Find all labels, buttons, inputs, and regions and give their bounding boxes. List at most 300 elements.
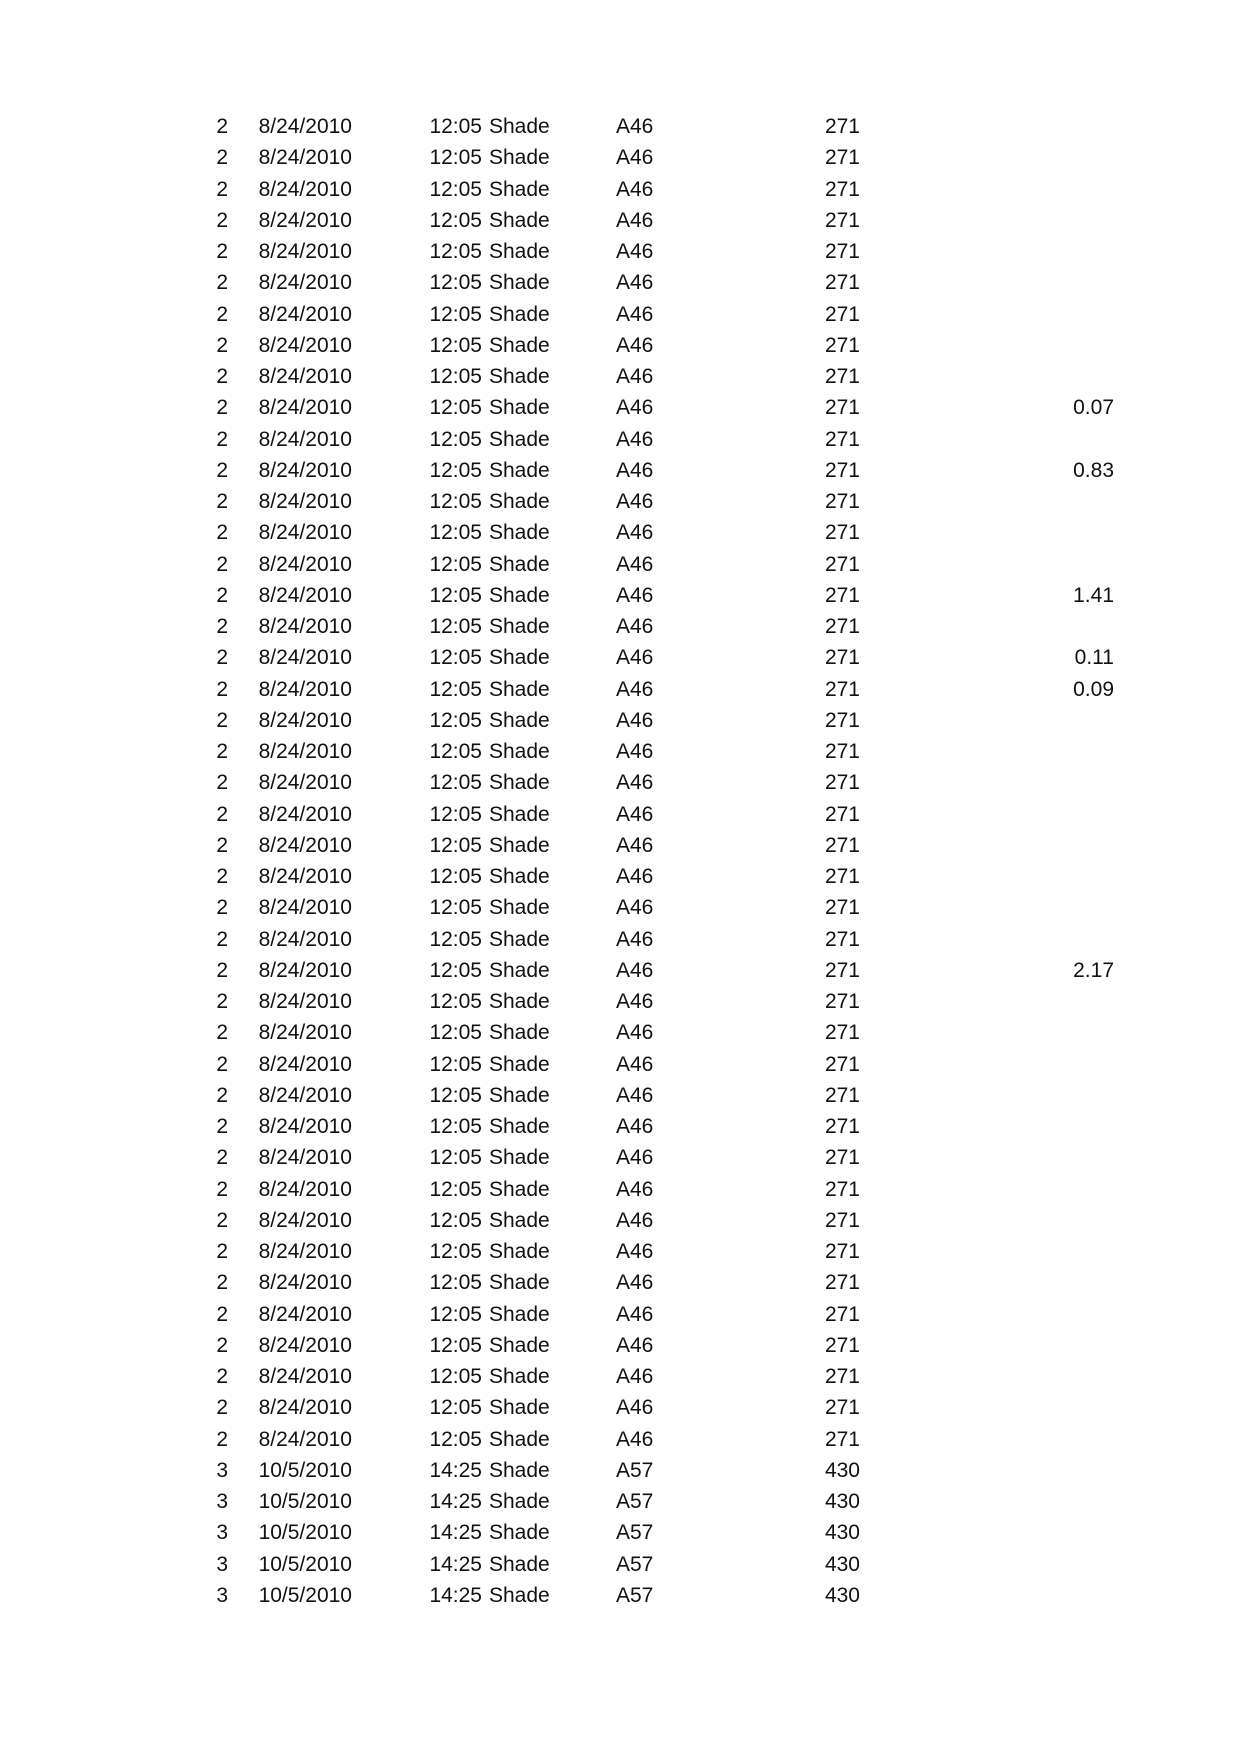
cell-value: 271 (824, 115, 860, 138)
cell-date: 8/24/2010 (258, 740, 352, 763)
cell-date: 8/24/2010 (258, 521, 352, 545)
cell-extra: 0.09 (1073, 677, 1114, 701)
cell-date: 8/24/2010 (258, 1302, 352, 1326)
cell-value: 271 (824, 1365, 860, 1388)
table-row (0, 1361, 1241, 1392)
cell-date: 8/24/2010 (258, 115, 352, 138)
cell-label: Shade (489, 583, 550, 607)
cell-date: 8/24/2010 (258, 1365, 352, 1388)
cell-date: 8/24/2010 (258, 677, 352, 701)
cell-id: 2 (216, 240, 228, 263)
cell-date: 10/5/2010 (258, 1458, 352, 1482)
table-row (0, 1549, 1241, 1580)
table-row (0, 1142, 1241, 1173)
cell-value: 271 (824, 521, 860, 545)
table-row (0, 1049, 1241, 1080)
table-row (0, 924, 1241, 955)
table-row (0, 424, 1241, 455)
cell-date: 8/24/2010 (258, 771, 352, 795)
table-row (0, 799, 1241, 830)
cell-time: 12:05 (429, 583, 482, 607)
cell-code: A46 (616, 177, 654, 201)
cell-code: A46 (616, 865, 654, 888)
cell-time: 12:05 (429, 677, 482, 701)
cell-value: 430 (824, 1490, 860, 1513)
cell-id: 2 (216, 427, 228, 451)
cell-date: 8/24/2010 (258, 1146, 352, 1170)
cell-id: 2 (216, 583, 228, 607)
table-row (0, 1330, 1241, 1361)
cell-time: 12:05 (429, 771, 482, 795)
table-row (0, 955, 1241, 986)
cell-code: A57 (616, 1490, 654, 1513)
cell-time: 12:05 (429, 802, 482, 826)
cell-label: Shade (489, 802, 550, 826)
cell-time: 12:05 (429, 240, 482, 263)
cell-id: 2 (216, 1146, 228, 1170)
table-row (0, 1517, 1241, 1548)
cell-label: Shade (489, 490, 550, 513)
cell-time: 12:05 (429, 740, 482, 763)
cell-date: 8/24/2010 (258, 490, 352, 513)
table-row (0, 705, 1241, 736)
cell-id: 2 (216, 333, 228, 357)
cell-time: 12:05 (429, 458, 482, 482)
table-row (0, 1080, 1241, 1111)
cell-code: A46 (616, 896, 654, 920)
cell-id: 3 (216, 1521, 228, 1545)
cell-time: 12:05 (429, 958, 482, 982)
cell-id: 2 (216, 271, 228, 295)
cell-id: 2 (216, 458, 228, 482)
cell-id: 2 (216, 1271, 228, 1295)
cell-label: Shade (489, 1521, 550, 1545)
cell-id: 2 (216, 1083, 228, 1107)
cell-date: 8/24/2010 (258, 208, 352, 232)
cell-date: 8/24/2010 (258, 896, 352, 920)
cell-value: 271 (824, 458, 860, 482)
cell-time: 12:05 (429, 115, 482, 138)
cell-value: 271 (824, 552, 860, 576)
cell-label: Shade (489, 646, 550, 670)
cell-code: A46 (616, 427, 654, 451)
cell-id: 2 (216, 208, 228, 232)
table-row (0, 1017, 1241, 1048)
cell-date: 8/24/2010 (258, 458, 352, 482)
cell-date: 8/24/2010 (258, 177, 352, 201)
cell-time: 12:05 (429, 333, 482, 357)
cell-time: 12:05 (429, 1365, 482, 1388)
cell-date: 8/24/2010 (258, 1271, 352, 1295)
cell-time: 12:05 (429, 1396, 482, 1420)
cell-date: 8/24/2010 (258, 646, 352, 670)
table-row (0, 642, 1241, 673)
cell-date: 8/24/2010 (258, 1177, 352, 1201)
cell-id: 3 (216, 1583, 228, 1607)
cell-label: Shade (489, 771, 550, 795)
cell-code: A46 (616, 1240, 654, 1263)
cell-label: Shade (489, 1427, 550, 1451)
table-row (0, 299, 1241, 330)
table-row (0, 517, 1241, 548)
cell-time: 12:05 (429, 1146, 482, 1170)
cell-value: 271 (824, 1271, 860, 1295)
cell-id: 2 (216, 302, 228, 326)
cell-code: A46 (616, 990, 654, 1013)
table-row (0, 830, 1241, 861)
cell-value: 271 (824, 1177, 860, 1201)
cell-time: 12:05 (429, 615, 482, 638)
cell-label: Shade (489, 427, 550, 451)
cell-extra: 0.11 (1074, 646, 1114, 670)
cell-date: 8/24/2010 (258, 1208, 352, 1232)
cell-label: Shade (489, 833, 550, 857)
cell-label: Shade (489, 896, 550, 920)
cell-time: 14:25 (429, 1458, 482, 1482)
cell-label: Shade (489, 521, 550, 545)
cell-value: 430 (824, 1552, 860, 1576)
cell-code: A46 (616, 271, 654, 295)
cell-time: 12:05 (429, 1115, 482, 1138)
cell-code: A46 (616, 1302, 654, 1326)
table-row (0, 111, 1241, 142)
cell-date: 8/24/2010 (258, 615, 352, 638)
cell-time: 12:05 (429, 1177, 482, 1201)
cell-value: 271 (824, 958, 860, 982)
cell-label: Shade (489, 1177, 550, 1201)
cell-time: 12:05 (429, 302, 482, 326)
cell-time: 14:25 (429, 1552, 482, 1576)
table-row (0, 392, 1241, 423)
cell-code: A57 (616, 1583, 654, 1607)
table-row (0, 1299, 1241, 1330)
cell-id: 2 (216, 1302, 228, 1326)
cell-code: A46 (616, 1177, 654, 1201)
cell-time: 12:05 (429, 1052, 482, 1076)
cell-id: 3 (216, 1490, 228, 1513)
cell-time: 12:05 (429, 552, 482, 576)
cell-id: 2 (216, 1396, 228, 1420)
cell-label: Shade (489, 115, 550, 138)
cell-id: 2 (216, 521, 228, 545)
cell-date: 8/24/2010 (258, 146, 352, 170)
cell-time: 12:05 (429, 865, 482, 888)
cell-code: A46 (616, 146, 654, 170)
cell-code: A46 (616, 1271, 654, 1295)
cell-label: Shade (489, 1115, 550, 1138)
cell-id: 2 (216, 833, 228, 857)
table-row (0, 674, 1241, 705)
cell-time: 12:05 (429, 1083, 482, 1107)
cell-time: 12:05 (429, 177, 482, 201)
cell-extra: 1.41 (1073, 583, 1114, 607)
cell-date: 8/24/2010 (258, 583, 352, 607)
cell-label: Shade (489, 1396, 550, 1420)
cell-code: A46 (616, 958, 654, 982)
cell-code: A46 (616, 927, 654, 951)
cell-id: 2 (216, 646, 228, 670)
cell-code: A46 (616, 1427, 654, 1451)
cell-time: 12:05 (429, 396, 482, 420)
cell-code: A46 (616, 115, 654, 138)
cell-code: A46 (616, 802, 654, 826)
table-row (0, 1205, 1241, 1236)
cell-code: A57 (616, 1458, 654, 1482)
table-row (0, 767, 1241, 798)
cell-value: 271 (824, 771, 860, 795)
table-row (0, 486, 1241, 517)
cell-time: 12:05 (429, 896, 482, 920)
cell-code: A46 (616, 1365, 654, 1388)
cell-value: 271 (824, 1021, 860, 1045)
cell-date: 8/24/2010 (258, 833, 352, 857)
cell-label: Shade (489, 927, 550, 951)
cell-id: 2 (216, 1115, 228, 1138)
cell-label: Shade (489, 1083, 550, 1107)
table-row (0, 986, 1241, 1017)
cell-id: 2 (216, 1021, 228, 1045)
table-row (0, 892, 1241, 923)
cell-label: Shade (489, 865, 550, 888)
table-row (0, 549, 1241, 580)
cell-code: A46 (616, 396, 654, 420)
cell-time: 12:05 (429, 1333, 482, 1357)
cell-date: 8/24/2010 (258, 708, 352, 732)
table-row (0, 1236, 1241, 1267)
cell-value: 271 (824, 271, 860, 295)
cell-value: 271 (824, 302, 860, 326)
cell-value: 271 (824, 365, 860, 388)
cell-value: 271 (824, 1146, 860, 1170)
cell-id: 2 (216, 708, 228, 732)
table-row (0, 1486, 1241, 1517)
cell-time: 12:05 (429, 646, 482, 670)
cell-label: Shade (489, 396, 550, 420)
cell-value: 271 (824, 1333, 860, 1357)
cell-date: 8/24/2010 (258, 365, 352, 388)
cell-value: 271 (824, 1115, 860, 1138)
table-row (0, 580, 1241, 611)
table-row (0, 330, 1241, 361)
cell-code: A46 (616, 552, 654, 576)
cell-value: 271 (824, 177, 860, 201)
cell-code: A46 (616, 677, 654, 701)
table-row (0, 455, 1241, 486)
cell-date: 8/24/2010 (258, 1115, 352, 1138)
cell-date: 8/24/2010 (258, 333, 352, 357)
cell-date: 8/24/2010 (258, 1396, 352, 1420)
cell-time: 12:05 (429, 490, 482, 513)
cell-extra: 0.07 (1073, 396, 1114, 420)
cell-time: 12:05 (429, 708, 482, 732)
cell-id: 2 (216, 896, 228, 920)
cell-time: 14:25 (429, 1490, 482, 1513)
cell-id: 3 (216, 1458, 228, 1482)
cell-label: Shade (489, 1490, 550, 1513)
cell-value: 271 (824, 240, 860, 263)
cell-code: A46 (616, 302, 654, 326)
cell-label: Shade (489, 1240, 550, 1263)
cell-value: 271 (824, 865, 860, 888)
cell-label: Shade (489, 302, 550, 326)
cell-value: 271 (824, 1240, 860, 1263)
cell-date: 8/24/2010 (258, 802, 352, 826)
cell-value: 271 (824, 1052, 860, 1076)
cell-label: Shade (489, 1146, 550, 1170)
cell-code: A46 (616, 1052, 654, 1076)
cell-code: A46 (616, 583, 654, 607)
table-row (0, 142, 1241, 173)
cell-code: A46 (616, 521, 654, 545)
cell-date: 8/24/2010 (258, 396, 352, 420)
cell-id: 2 (216, 1177, 228, 1201)
table-row (0, 205, 1241, 236)
cell-time: 12:05 (429, 833, 482, 857)
cell-code: A46 (616, 490, 654, 513)
table-row (0, 1111, 1241, 1142)
cell-code: A46 (616, 333, 654, 357)
cell-time: 12:05 (429, 1302, 482, 1326)
cell-label: Shade (489, 708, 550, 732)
table-row (0, 1580, 1241, 1611)
cell-time: 12:05 (429, 427, 482, 451)
cell-value: 271 (824, 1396, 860, 1420)
cell-value: 271 (824, 333, 860, 357)
cell-label: Shade (489, 1458, 550, 1482)
cell-label: Shade (489, 1583, 550, 1607)
cell-id: 2 (216, 365, 228, 388)
cell-time: 12:05 (429, 1271, 482, 1295)
cell-id: 2 (216, 990, 228, 1013)
cell-value: 271 (824, 990, 860, 1013)
cell-id: 2 (216, 490, 228, 513)
cell-time: 14:25 (429, 1583, 482, 1607)
cell-date: 8/24/2010 (258, 1333, 352, 1357)
cell-id: 2 (216, 552, 228, 576)
cell-date: 8/24/2010 (258, 958, 352, 982)
cell-value: 271 (824, 490, 860, 513)
cell-value: 271 (824, 677, 860, 701)
table-row (0, 267, 1241, 298)
cell-time: 14:25 (429, 1521, 482, 1545)
spreadsheet-page (0, 111, 1241, 1611)
cell-id: 2 (216, 740, 228, 763)
cell-code: A46 (616, 458, 654, 482)
cell-code: A46 (616, 1208, 654, 1232)
cell-label: Shade (489, 615, 550, 638)
table-row (0, 1392, 1241, 1423)
cell-id: 2 (216, 1240, 228, 1263)
cell-value: 271 (824, 740, 860, 763)
cell-time: 12:05 (429, 271, 482, 295)
cell-id: 2 (216, 615, 228, 638)
cell-code: A46 (616, 646, 654, 670)
cell-id: 2 (216, 1427, 228, 1451)
cell-id: 2 (216, 927, 228, 951)
cell-id: 2 (216, 865, 228, 888)
cell-code: A46 (616, 240, 654, 263)
cell-label: Shade (489, 990, 550, 1013)
cell-label: Shade (489, 1052, 550, 1076)
cell-id: 2 (216, 1333, 228, 1357)
cell-code: A46 (616, 708, 654, 732)
cell-label: Shade (489, 1365, 550, 1388)
cell-date: 8/24/2010 (258, 1427, 352, 1451)
table-row (0, 1174, 1241, 1205)
cell-date: 8/24/2010 (258, 1052, 352, 1076)
cell-date: 8/24/2010 (258, 552, 352, 576)
cell-date: 8/24/2010 (258, 271, 352, 295)
cell-value: 271 (824, 1427, 860, 1451)
cell-code: A57 (616, 1521, 654, 1545)
cell-id: 2 (216, 1052, 228, 1076)
cell-time: 12:05 (429, 1208, 482, 1232)
cell-value: 271 (824, 427, 860, 451)
cell-date: 10/5/2010 (258, 1521, 352, 1545)
cell-label: Shade (489, 1208, 550, 1232)
cell-value: 430 (824, 1458, 860, 1482)
cell-date: 8/24/2010 (258, 302, 352, 326)
cell-date: 10/5/2010 (258, 1583, 352, 1607)
cell-value: 271 (824, 615, 860, 638)
cell-value: 271 (824, 802, 860, 826)
cell-value: 271 (824, 1083, 860, 1107)
cell-id: 2 (216, 677, 228, 701)
cell-id: 2 (216, 146, 228, 170)
cell-time: 12:05 (429, 146, 482, 170)
cell-date: 8/24/2010 (258, 990, 352, 1013)
table-row (0, 361, 1241, 392)
cell-time: 12:05 (429, 990, 482, 1013)
cell-label: Shade (489, 177, 550, 201)
cell-date: 10/5/2010 (258, 1490, 352, 1513)
cell-code: A46 (616, 833, 654, 857)
cell-code: A46 (616, 1333, 654, 1357)
cell-label: Shade (489, 208, 550, 232)
cell-label: Shade (489, 240, 550, 263)
cell-value: 271 (824, 896, 860, 920)
cell-value: 430 (824, 1521, 860, 1545)
cell-value: 271 (824, 146, 860, 170)
cell-label: Shade (489, 958, 550, 982)
table-row (0, 861, 1241, 892)
cell-code: A46 (616, 1021, 654, 1045)
cell-date: 8/24/2010 (258, 240, 352, 263)
cell-label: Shade (489, 333, 550, 357)
cell-value: 271 (824, 927, 860, 951)
cell-label: Shade (489, 1333, 550, 1357)
cell-code: A46 (616, 771, 654, 795)
cell-label: Shade (489, 552, 550, 576)
table-row (0, 611, 1241, 642)
table-row (0, 174, 1241, 205)
cell-code: A46 (616, 1396, 654, 1420)
cell-value: 271 (824, 208, 860, 232)
cell-value: 271 (824, 1208, 860, 1232)
cell-time: 12:05 (429, 208, 482, 232)
cell-time: 12:05 (429, 1427, 482, 1451)
cell-time: 12:05 (429, 365, 482, 388)
cell-label: Shade (489, 458, 550, 482)
cell-id: 2 (216, 1365, 228, 1388)
cell-code: A57 (616, 1552, 654, 1576)
cell-time: 12:05 (429, 521, 482, 545)
cell-date: 8/24/2010 (258, 427, 352, 451)
cell-time: 12:05 (429, 1021, 482, 1045)
cell-label: Shade (489, 1552, 550, 1576)
cell-label: Shade (489, 1271, 550, 1295)
cell-label: Shade (489, 740, 550, 763)
